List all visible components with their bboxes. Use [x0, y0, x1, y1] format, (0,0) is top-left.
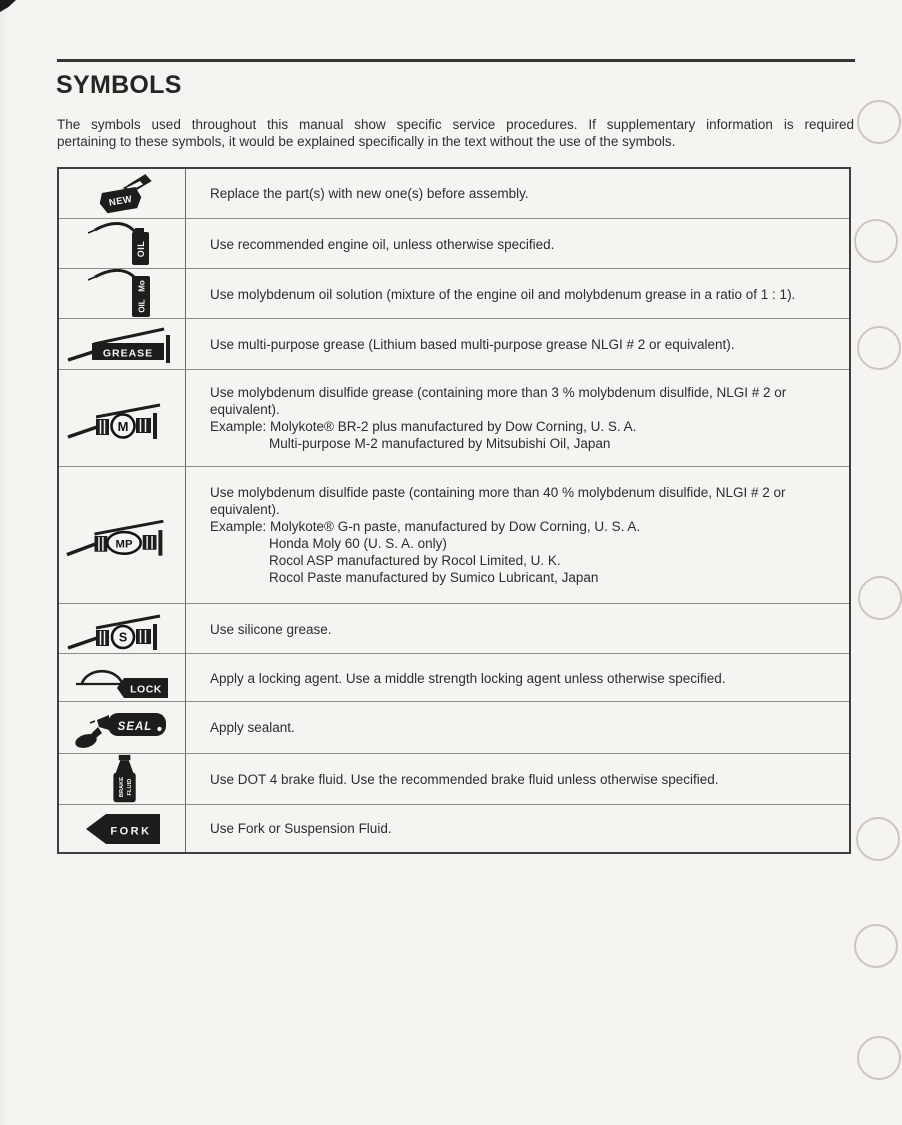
symbol-description: Use DOT 4 brake fluid. Use the recommended brake fluid unless otherwise specified. [210, 771, 719, 787]
symbols-table [57, 167, 851, 854]
symbol-cell [59, 269, 186, 319]
svg-text:LOCK: LOCK [130, 683, 162, 696]
symbol-description: Use Fork or Suspension Fluid. [210, 821, 392, 836]
page-title: SYMBOLS [56, 71, 182, 99]
svg-text:NEW: NEW [108, 193, 134, 209]
svg-text:FLUID: FLUID [127, 778, 134, 796]
table-row [59, 169, 849, 218]
svg-text:GREASE: GREASE [102, 347, 154, 360]
binder-hole [854, 219, 898, 263]
fork-fluid-icon [82, 810, 168, 848]
silicone-grease-gun-icon [66, 604, 184, 654]
svg-text:OIL: OIL [137, 299, 147, 313]
molybdenum-oil-can-icon [83, 269, 167, 319]
symbol-description: Use recommended engine oil, unless otherwise specified. [210, 236, 555, 252]
table-row [59, 218, 849, 268]
table-row [59, 318, 849, 369]
sealant-icon [72, 703, 178, 753]
intro-line: pertaining to these symbols, it would be explained specifically in the text without the use of the symbols. [57, 133, 676, 149]
symbol-cell [59, 467, 186, 603]
symbol-cell [59, 169, 186, 218]
table-row [59, 753, 849, 804]
symbol-description: Use molybdenum disulfide paste (containing more than 40 % molybdenum disulfide, NLGI # 2 or equivalent). Example: Molykote® G-n paste, manufactured by Dow Corning, U. S. A. Honda Moly 60 (U. S. A. only) Rocol ASP manufactured by Rocol Limited, U. K. Rocol Paste manufactured by Sumico Lubricant, Japan [210, 485, 786, 585]
locking-agent-icon [74, 654, 176, 702]
page-rule [57, 59, 855, 62]
symbol-cell [59, 805, 186, 852]
scan-corner-mark [0, 0, 16, 13]
table-row [59, 603, 849, 653]
svg-text:BRAKE: BRAKE [119, 776, 126, 798]
grease-gun-icon [66, 322, 184, 366]
binder-hole [856, 817, 900, 861]
symbol-description: Replace the part(s) with new one(s) before assembly. [210, 186, 529, 201]
molybdenum-grease-gun-icon [66, 393, 184, 443]
symbol-cell [59, 604, 186, 654]
svg-text:M: M [117, 418, 129, 434]
symbol-description: Use multi-purpose grease (Lithium based multi-purpose grease NLGI # 2 or equivalent). [210, 336, 735, 352]
binder-hole [858, 576, 902, 620]
svg-text:Mo: Mo [137, 280, 147, 292]
symbol-cell [59, 654, 186, 702]
binder-hole [857, 326, 901, 370]
symbol-description: Use molybdenum disulfide grease (containing more than 3 % molybdenum disulfide, NLGI # 2 or equivalent). Example: Molykote® BR-2 plus manufactured by Dow Corning, U. S. A. Multi-purpose M-2 manufactured by Mitsubishi Oil, Japan [210, 385, 787, 451]
binder-hole [854, 924, 898, 968]
symbol-cell [59, 319, 186, 369]
molybdenum-paste-gun-icon [65, 508, 185, 562]
intro-line: The symbols used throughout this manual show specific service procedures. If supplementary information is required [57, 117, 854, 132]
brake-fluid-bottle-icon [102, 754, 148, 804]
svg-text:S: S [118, 630, 128, 645]
symbol-description: Apply a locking agent. Use a middle strength locking agent unless otherwise specified. [210, 670, 726, 686]
table-row [59, 369, 849, 466]
svg-text:OIL: OIL [136, 240, 146, 258]
symbol-description: Use molybdenum oil solution (mixture of the engine oil and molybdenum grease in a ratio of 1 : 1). [210, 286, 796, 302]
intro-paragraph [57, 117, 854, 150]
table-row [59, 466, 849, 603]
svg-text:FORK: FORK [110, 825, 152, 837]
table-row [59, 804, 849, 852]
oil-can-icon [83, 219, 167, 269]
table-row [59, 701, 849, 753]
symbol-description: Use silicone grease. [210, 621, 332, 637]
symbol-cell [59, 370, 186, 466]
svg-text:SEAL: SEAL [117, 720, 153, 733]
new-parts-box-icon [93, 171, 157, 217]
binder-hole [857, 1036, 901, 1080]
table-row [59, 653, 849, 701]
symbol-cell [59, 754, 186, 804]
symbol-cell [59, 219, 186, 269]
svg-text:MP: MP [115, 538, 133, 551]
binder-hole [857, 100, 901, 144]
symbol-description: Apply sealant. [210, 720, 295, 735]
table-row [59, 268, 849, 318]
symbol-cell [59, 702, 186, 753]
